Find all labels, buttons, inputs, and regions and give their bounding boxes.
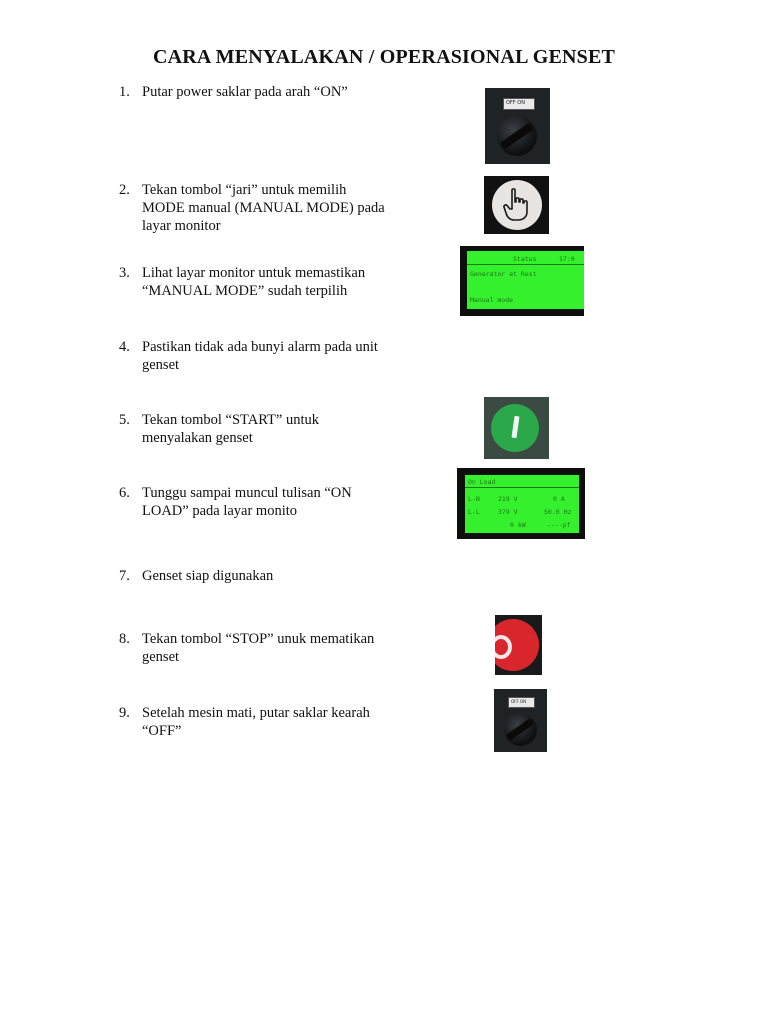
step-number: 7. [119,568,130,584]
onload-r1-current: 0 A [553,495,565,503]
switch-label-plate [503,98,535,110]
hand-pointer-icon [502,188,530,222]
onload-divider [465,487,579,488]
status-divider [467,264,584,265]
switch-label: OFF ON [511,699,527,704]
step-text: Tekan tombol “jari” untuk memilih MODE manual (MANUAL MODE) pada layar monitor [142,182,385,234]
step-number: 3. [119,265,130,281]
step-text: Setelah mesin mati, putar saklar kearah “OFF” [142,705,370,739]
status-header: Status [513,255,537,263]
step-text: Tekan tombol “START” untuk menyalakan genset [142,412,319,446]
step-number: 1. [119,84,130,100]
status-time: 17:0 [559,255,575,263]
step-text: Putar power saklar pada arah “ON” [142,84,348,100]
onload-r1-label: L-N [468,495,480,503]
status-screen-photo [460,246,584,316]
onload-r1-voltage: 219 V [498,495,518,503]
onload-r3-power: 0 kW [510,521,526,529]
onload-r2-voltage: 379 V [498,508,518,516]
step-text: Genset siap digunakan [142,568,274,584]
step-text: Pastikan tidak ada bunyi alarm pada unit genset [142,339,378,373]
status-line-2: Manual mode [470,296,514,304]
hand-button-photo [484,176,549,234]
onload-r2-label: L-L [468,508,480,516]
status-line-1: Generator at Rest [470,270,537,278]
start-button-photo [484,397,549,459]
step-number: 2. [119,182,130,198]
onload-lcd [465,475,579,533]
step-number: 5. [119,412,130,428]
onload-r2-frequency: 50.0 Hz [544,508,572,516]
step-text: Tekan tombol “STOP” unuk mematikan genset [142,631,375,665]
onload-r3-pf: ----pf [547,521,571,529]
step-number: 8. [119,631,130,647]
step-number: 6. [119,485,130,501]
document-title: CARA MENYALAKAN / OPERASIONAL GENSET [152,46,616,68]
switch-label-plate [508,697,535,708]
step-text: Lihat layar monitor untuk memastikan “MANUAL MODE” sudah terpilih [142,265,366,299]
power-switch-photo [485,88,550,164]
onload-screen-photo [457,468,585,539]
step-number: 9. [119,705,130,721]
status-lcd [467,251,584,309]
onload-header: On Load [468,478,496,486]
switch-label: OFF ON [506,100,525,106]
power-switch-off-photo [494,689,547,752]
stop-button-photo [495,615,542,675]
step-number: 4. [119,339,130,355]
step-text: Tunggu sampai muncul tulisan “ON LOAD” pada layar monito [142,485,352,519]
